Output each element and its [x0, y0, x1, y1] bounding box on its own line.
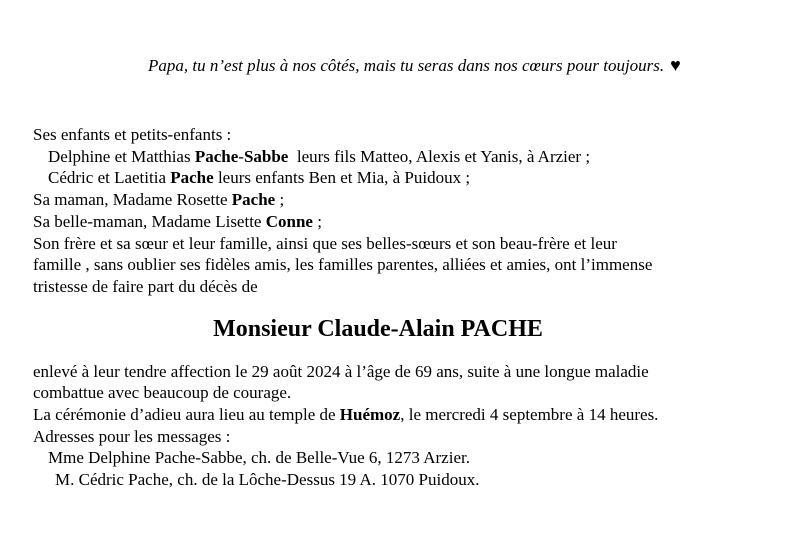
- emphasized-name: Pache: [194, 146, 239, 166]
- text-line: [33, 447, 723, 469]
- text-line: [33, 276, 723, 298]
- deceased-name-title: Monsieur Claude-Alain PACHE: [213, 315, 543, 342]
- text-segment: ;: [312, 211, 322, 231]
- text-segment: combattue avec beaucoup de courage.: [33, 383, 292, 403]
- emphasized-name: Sabbe: [243, 146, 289, 166]
- ceremony-details-paragraph: [0, 361, 808, 491]
- text-segment: ;: [275, 190, 285, 210]
- text-line: [33, 189, 723, 211]
- text-line: [33, 254, 723, 276]
- text-segment: leurs fils Matteo, Alexis et Yanis, à Arzier ;: [288, 146, 591, 166]
- family-announcement-paragraph: [0, 124, 808, 298]
- text-segment: M. Cédric Pache, ch. de la Lôche-Dessus 19 A. 1070 Puidoux.: [55, 470, 480, 490]
- text-segment: Mme Delphine Pache-Sabbe, ch. de Belle-Vue 6, 1273 Arzier.: [48, 448, 470, 468]
- text-segment: Adresses pour les messages :: [33, 426, 231, 446]
- text-line: [33, 361, 723, 383]
- text-line: [33, 211, 723, 233]
- emphasized-name: Huémoz: [339, 405, 401, 425]
- text-segment: Son frère et sa sœur et leur famille, ainsi que ses belles-sœurs et son beau-frère et leur: [33, 233, 617, 253]
- epigraph-text: Papa, tu n’est plus à nos côtés, mais tu seras dans nos cœurs pour toujours.: [148, 56, 665, 75]
- text-segment: La cérémonie d’adieu aura lieu au temple de: [33, 405, 340, 425]
- epigraph: [0, 54, 808, 77]
- text-segment: famille , sans oublier ses fidèles amis, les familles parentes, alliées et amies, ont l’immense: [33, 255, 653, 275]
- text-segment: Delphine et Matthias: [48, 146, 195, 166]
- text-segment: -: [238, 146, 244, 166]
- text-segment: Sa belle-maman, Madame Lisette: [33, 211, 266, 231]
- text-line: [33, 382, 723, 404]
- text-segment: Cédric et Laetitia: [48, 168, 171, 188]
- text-line: [33, 426, 723, 448]
- text-line: [33, 404, 723, 426]
- text-line: [33, 146, 723, 168]
- text-segment: , le mercredi 4 septembre à 14 heures.: [400, 405, 659, 425]
- text-segment: leurs enfants Ben et Mia, à Puidoux ;: [213, 168, 471, 188]
- text-segment: Sa maman, Madame Rosette: [33, 190, 232, 210]
- text-segment: Ses enfants et petits-enfants :: [33, 125, 232, 144]
- text-line: [33, 233, 723, 255]
- text-segment: tristesse de faire part du décès de: [33, 276, 258, 296]
- emphasized-name: Pache: [170, 168, 214, 188]
- emphasized-name: Pache: [231, 190, 276, 210]
- text-line: [33, 124, 723, 146]
- emphasized-name: Conne: [265, 211, 313, 231]
- text-line: [33, 469, 723, 491]
- heart-icon: ♥: [670, 55, 681, 75]
- text-line: [33, 167, 723, 189]
- text-segment: enlevé à leur tendre affection le 29 août 2024 à l’âge de 69 ans, suite à une longue maladie: [33, 361, 649, 381]
